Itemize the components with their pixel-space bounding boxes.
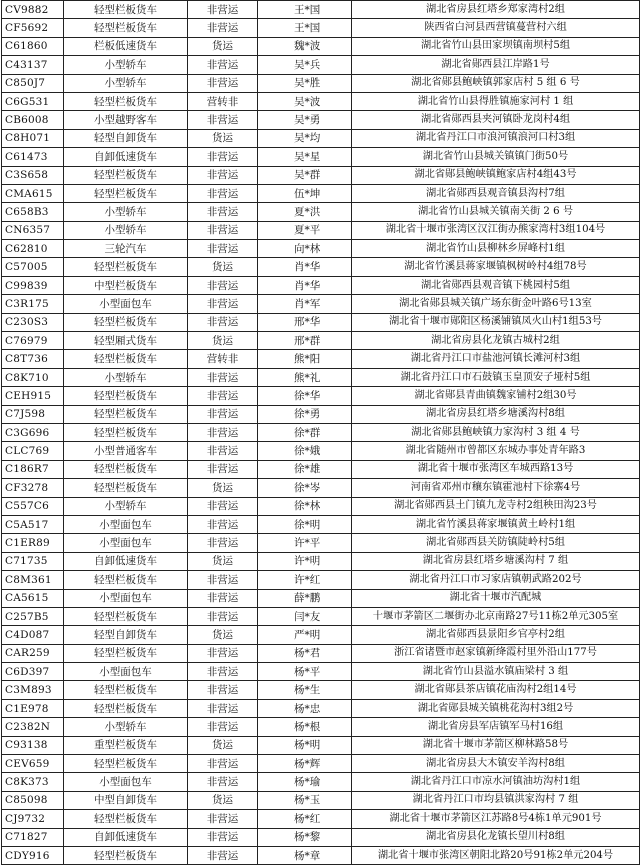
usage-type-cell: 非营运 [188, 571, 258, 589]
vehicle-type-cell: 轻型栏板货车 [64, 460, 188, 478]
vehicle-type-cell: 小型面包车 [64, 295, 188, 313]
owner-name-cell: 吴*勇 [258, 111, 352, 129]
owner-address-cell: 湖北省十堰市郧阳区杨溪铺镇凤火山村1组53号 [352, 313, 640, 331]
vehicle-type-cell: 小型轿车 [64, 221, 188, 239]
plate-number-cell: C71827 [2, 828, 64, 846]
vehicle-type-cell: 小型轿车 [64, 368, 188, 386]
owner-address-cell: 湖北省竹溪县蒋家堰镇黄土岭村1组 [352, 515, 640, 533]
table-row [2, 552, 640, 570]
table-row [2, 19, 640, 37]
table-row [2, 791, 640, 809]
plate-number-cell: C85098 [2, 791, 64, 809]
vehicle-type-cell: 小型轿车 [64, 56, 188, 74]
vehicle-type-cell: 小型轿车 [64, 74, 188, 92]
owner-address-cell: 湖北省郧县青曲镇魏家铺村2组30号 [352, 387, 640, 405]
owner-address-cell: 湖北省竹山县城关镇南关街 2 6 号 [352, 203, 640, 221]
usage-type-cell: 非营运 [188, 221, 258, 239]
owner-name-cell: 许*明 [258, 552, 352, 570]
owner-name-cell: 熊*阳 [258, 350, 352, 368]
plate-number-cell: C230S3 [2, 313, 64, 331]
owner-name-cell: 杨*红 [258, 810, 352, 828]
vehicle-type-cell: 小型越野客车 [64, 111, 188, 129]
owner-name-cell: 邢*群 [258, 332, 352, 350]
vehicle-type-cell: 自卸低速货车 [64, 148, 188, 166]
usage-type-cell: 非营运 [188, 534, 258, 552]
table-row [2, 111, 640, 129]
usage-type-cell: 非营运 [188, 276, 258, 294]
owner-name-cell: 杨*黎 [258, 828, 352, 846]
usage-type-cell: 非营运 [188, 681, 258, 699]
plate-number-cell: CEH915 [2, 387, 64, 405]
table-row [2, 644, 640, 662]
owner-name-cell: 向*林 [258, 240, 352, 258]
owner-name-cell: 杨*辉 [258, 755, 352, 773]
owner-address-cell: 湖北省十堰市茅箭区江苏路8号4栋1单元901号 [352, 810, 640, 828]
vehicle-type-cell: 轻型厢式货车 [64, 332, 188, 350]
table-row [2, 295, 640, 313]
owner-address-cell: 湖北省郧县鲍峡镇力家沟村 3 组 4 号 [352, 423, 640, 441]
owner-name-cell: 许*平 [258, 534, 352, 552]
plate-number-cell: CAR259 [2, 644, 64, 662]
vehicle-type-cell: 小型轿车 [64, 203, 188, 221]
plate-number-cell: C3M893 [2, 681, 64, 699]
usage-type-cell: 货运 [188, 258, 258, 276]
table-row [2, 313, 640, 331]
owner-name-cell: 王*国 [258, 1, 352, 19]
vehicle-type-cell: 轻型栏板货车 [64, 571, 188, 589]
owner-name-cell: 闫*友 [258, 607, 352, 625]
usage-type-cell: 非营运 [188, 240, 258, 258]
owner-name-cell: 徐*雄 [258, 460, 352, 478]
vehicle-type-cell: 三轮汽车 [64, 240, 188, 258]
owner-address-cell: 湖北省郧西县土门镇九龙寺村2组秧田沟23号 [352, 497, 640, 515]
owner-address-cell: 湖北省十堰市张湾区朝阳北路20号91栋2单元204号 [352, 846, 640, 864]
owner-address-cell: 湖北省十堰市茅箭区柳林路58号 [352, 736, 640, 754]
table-row [2, 736, 640, 754]
table-row [2, 479, 640, 497]
usage-type-cell: 非营运 [188, 203, 258, 221]
table-row [2, 460, 640, 478]
owner-address-cell: 湖北省十堰市张湾区汉江街办熊家湾村3组104号 [352, 221, 640, 239]
owner-name-cell: 严*明 [258, 626, 352, 644]
usage-type-cell: 非营运 [188, 699, 258, 717]
table-row [2, 332, 640, 350]
owner-name-cell: 王*国 [258, 19, 352, 37]
plate-number-cell: C61860 [2, 37, 64, 55]
vehicle-type-cell: 轻型栏板货车 [64, 810, 188, 828]
plate-number-cell: C8T736 [2, 350, 64, 368]
owner-address-cell: 湖北省竹溪县蒋家堰镇枫树岭村4组78号 [352, 258, 640, 276]
owner-name-cell: 肖*华 [258, 258, 352, 276]
vehicle-type-cell: 轻型栏板货车 [64, 258, 188, 276]
plate-number-cell: C5A517 [2, 515, 64, 533]
plate-number-cell: C93138 [2, 736, 64, 754]
owner-name-cell: 吴*兵 [258, 56, 352, 74]
owner-name-cell: 杨*忠 [258, 699, 352, 717]
table-row [2, 699, 640, 717]
vehicle-type-cell: 小型面包车 [64, 589, 188, 607]
vehicle-type-cell: 轻型栏板货车 [64, 350, 188, 368]
plate-number-cell: CLC769 [2, 442, 64, 460]
plate-number-cell: C1E978 [2, 699, 64, 717]
plate-number-cell: C7J598 [2, 405, 64, 423]
table-row [2, 607, 640, 625]
vehicle-type-cell: 自卸低速货车 [64, 828, 188, 846]
owner-address-cell: 湖北省丹江口市习家店镇朝武路202号 [352, 571, 640, 589]
plate-number-cell: C3S658 [2, 166, 64, 184]
owner-address-cell: 湖北省郧西县夹河镇卧龙岗村4组 [352, 111, 640, 129]
table-row [2, 515, 640, 533]
owner-address-cell: 湖北省郧西县关防镇陡岭村5组 [352, 534, 640, 552]
vehicle-type-cell: 小型面包车 [64, 534, 188, 552]
table-row [2, 56, 640, 74]
plate-number-cell: C57005 [2, 258, 64, 276]
plate-number-cell: C1ER89 [2, 534, 64, 552]
vehicle-type-cell: 自卸低速货车 [64, 552, 188, 570]
usage-type-cell: 货运 [188, 736, 258, 754]
table-row [2, 368, 640, 386]
vehicle-type-cell: 小型轿车 [64, 718, 188, 736]
vehicle-type-cell: 轻型自卸货车 [64, 626, 188, 644]
vehicle-type-cell: 轻型栏板货车 [64, 19, 188, 37]
usage-type-cell: 营转非 [188, 92, 258, 110]
vehicle-type-cell: 轻型自卸货车 [64, 129, 188, 147]
table-row [2, 129, 640, 147]
usage-type-cell: 非营运 [188, 111, 258, 129]
owner-name-cell: 肖*华 [258, 276, 352, 294]
usage-type-cell: 非营运 [188, 387, 258, 405]
vehicle-type-cell: 轻型栏板货车 [64, 184, 188, 202]
table-row [2, 589, 640, 607]
table-row [2, 258, 640, 276]
table-row [2, 423, 640, 441]
vehicle-type-cell: 轻型栏板货车 [64, 166, 188, 184]
table-row [2, 221, 640, 239]
owner-name-cell: 徐*华 [258, 387, 352, 405]
usage-type-cell: 非营运 [188, 755, 258, 773]
owner-address-cell: 湖北省竹山县田家坝镇南坝村5组 [352, 37, 640, 55]
usage-type-cell: 非营运 [188, 846, 258, 864]
owner-name-cell: 杨*章 [258, 846, 352, 864]
owner-address-cell: 湖北省房县红塔乡塘溪沟村8组 [352, 405, 640, 423]
vehicle-type-cell: 小型轿车 [64, 497, 188, 515]
plate-number-cell: CF5692 [2, 19, 64, 37]
table-row [2, 534, 640, 552]
table-row [2, 240, 640, 258]
owner-address-cell: 湖北省郧西县江岸路1号 [352, 56, 640, 74]
vehicle-type-cell: 栏板低速货车 [64, 37, 188, 55]
usage-type-cell: 货运 [188, 37, 258, 55]
owner-name-cell: 杨*平 [258, 663, 352, 681]
plate-number-cell: CV9882 [2, 1, 64, 19]
owner-address-cell: 湖北省丹江口市石鼓镇玉皇顶安子垭村5组 [352, 368, 640, 386]
owner-name-cell: 伍*坤 [258, 184, 352, 202]
usage-type-cell: 非营运 [188, 663, 258, 681]
vehicle-type-cell: 小型普通客车 [64, 442, 188, 460]
plate-number-cell: CA5615 [2, 589, 64, 607]
plate-number-cell: C8K373 [2, 773, 64, 791]
usage-type-cell: 非营运 [188, 644, 258, 662]
plate-number-cell: C43137 [2, 56, 64, 74]
usage-type-cell: 非营运 [188, 442, 258, 460]
plate-number-cell: C6D397 [2, 663, 64, 681]
owner-address-cell: 湖北省郧西县观音镇县沟村7组 [352, 184, 640, 202]
plate-number-cell: C2382N [2, 718, 64, 736]
usage-type-cell: 非营运 [188, 56, 258, 74]
plate-number-cell: CMA615 [2, 184, 64, 202]
vehicle-type-cell: 轻型栏板货车 [64, 607, 188, 625]
table-row [2, 276, 640, 294]
table-row [2, 405, 640, 423]
table-row [2, 497, 640, 515]
table-row [2, 626, 640, 644]
plate-number-cell: C850J7 [2, 74, 64, 92]
plate-number-cell: C3R175 [2, 295, 64, 313]
vehicle-type-cell: 轻型栏板货车 [64, 423, 188, 441]
plate-number-cell: C99839 [2, 276, 64, 294]
usage-type-cell: 非营运 [188, 184, 258, 202]
table-row [2, 92, 640, 110]
vehicle-type-cell: 轻型栏板货车 [64, 681, 188, 699]
plate-number-cell: C61473 [2, 148, 64, 166]
plate-number-cell: C257B5 [2, 607, 64, 625]
owner-address-cell: 湖北省郧县城关镇桃花沟村3组2号 [352, 699, 640, 717]
usage-type-cell: 货运 [188, 129, 258, 147]
owner-name-cell: 杨*生 [258, 681, 352, 699]
usage-type-cell: 非营运 [188, 1, 258, 19]
owner-name-cell: 徐*勇 [258, 405, 352, 423]
plate-number-cell: CF3278 [2, 479, 64, 497]
owner-address-cell: 湖北省郧县城关镇广场东街金叶路6号13室 [352, 295, 640, 313]
vehicle-type-cell: 轻型栏板货车 [64, 479, 188, 497]
owner-address-cell: 湖北省丹江口市凉水河镇油坊沟村1组 [352, 773, 640, 791]
plate-number-cell: CJ9732 [2, 810, 64, 828]
owner-address-cell: 湖北省郧县鲍峡镇郭家店村 5 组 6 号 [352, 74, 640, 92]
owner-address-cell: 湖北省竹山县得胜镇施家河村 1 组 [352, 92, 640, 110]
usage-type-cell: 非营运 [188, 607, 258, 625]
owner-address-cell: 湖北省郧县茶店镇花庙沟村2组14号 [352, 681, 640, 699]
vehicle-type-cell: 中型自卸货车 [64, 791, 188, 809]
usage-type-cell: 货运 [188, 791, 258, 809]
usage-type-cell: 非营运 [188, 515, 258, 533]
owner-name-cell: 徐*林 [258, 497, 352, 515]
owner-address-cell: 湖北省房县大木镇安羊沟村8组 [352, 755, 640, 773]
owner-address-cell: 湖北省丹江口市盐池河镇长滩河村3组 [352, 350, 640, 368]
owner-address-cell: 陕西省白河县西营镇蔓营村六组 [352, 19, 640, 37]
owner-name-cell: 吴*胜 [258, 74, 352, 92]
plate-number-cell: C3G696 [2, 423, 64, 441]
owner-name-cell: 杨*明 [258, 736, 352, 754]
vehicle-type-cell: 中型栏板货车 [64, 276, 188, 294]
owner-address-cell: 湖北省随州市曾都区东城办事处青年路3 [352, 442, 640, 460]
table-row [2, 350, 640, 368]
plate-number-cell: C186R7 [2, 460, 64, 478]
table-row [2, 846, 640, 864]
owner-name-cell: 杨*君 [258, 644, 352, 662]
vehicle-type-cell: 轻型栏板货车 [64, 92, 188, 110]
owner-address-cell: 湖北省竹山县柳林乡屏峰村1组 [352, 240, 640, 258]
usage-type-cell: 货运 [188, 626, 258, 644]
owner-name-cell: 徐*娥 [258, 442, 352, 460]
owner-address-cell: 十堰市茅箭区二堰街办北京南路27号11栋2单元305室 [352, 607, 640, 625]
table-row [2, 718, 640, 736]
owner-address-cell: 湖北省郧县鲍峡镇鲍家店村4组43号 [352, 166, 640, 184]
usage-type-cell: 非营运 [188, 718, 258, 736]
vehicle-type-cell: 小型面包车 [64, 773, 188, 791]
usage-type-cell: 非营运 [188, 368, 258, 386]
plate-number-cell: C8H071 [2, 129, 64, 147]
owner-address-cell: 河南省邓州市穰东镇霍池村下徐寨4号 [352, 479, 640, 497]
table-row [2, 37, 640, 55]
usage-type-cell: 非营运 [188, 773, 258, 791]
owner-address-cell: 湖北省房县化龙镇古城村2组 [352, 332, 640, 350]
owner-name-cell: 薛*鹏 [258, 589, 352, 607]
usage-type-cell: 非营运 [188, 497, 258, 515]
plate-number-cell: C8M361 [2, 571, 64, 589]
owner-name-cell: 魏*波 [258, 37, 352, 55]
owner-address-cell: 湖北省房县红塔乡塘溪沟村 7 组 [352, 552, 640, 570]
table-body [2, 1, 640, 865]
plate-number-cell: CB6008 [2, 111, 64, 129]
owner-address-cell: 湖北省竹山县城关镇镇门街50号 [352, 148, 640, 166]
plate-number-cell: C4D087 [2, 626, 64, 644]
table-row [2, 773, 640, 791]
table-row [2, 828, 640, 846]
vehicle-type-cell: 轻型栏板货车 [64, 755, 188, 773]
table-row [2, 810, 640, 828]
usage-type-cell: 非营运 [188, 423, 258, 441]
table-row [2, 663, 640, 681]
owner-name-cell: 夏*平 [258, 221, 352, 239]
plate-number-cell: C658B3 [2, 203, 64, 221]
owner-name-cell: 邢*华 [258, 313, 352, 331]
usage-type-cell: 货运 [188, 332, 258, 350]
usage-type-cell: 非营运 [188, 148, 258, 166]
vehicle-type-cell: 轻型栏板货车 [64, 387, 188, 405]
vehicle-type-cell: 轻型栏板货车 [64, 644, 188, 662]
owner-address-cell: 湖北省十堰市张湾区车城西路13号 [352, 460, 640, 478]
vehicle-type-cell: 轻型栏板货车 [64, 405, 188, 423]
owner-address-cell: 湖北省郧西县观音镇下桃园村5组 [352, 276, 640, 294]
table-row [2, 1, 640, 19]
table-row [2, 681, 640, 699]
usage-type-cell: 营转非 [188, 350, 258, 368]
owner-name-cell: 吴*群 [258, 166, 352, 184]
usage-type-cell: 非营运 [188, 589, 258, 607]
table-row [2, 184, 640, 202]
plate-number-cell: CDY916 [2, 846, 64, 864]
owner-name-cell: 肖*军 [258, 295, 352, 313]
table-row [2, 755, 640, 773]
plate-number-cell: C76979 [2, 332, 64, 350]
usage-type-cell: 非营运 [188, 405, 258, 423]
owner-address-cell: 湖北省丹江口市均县镇洪家沟村 7 组 [352, 791, 640, 809]
vehicle-type-cell: 轻型栏板货车 [64, 846, 188, 864]
table-row [2, 387, 640, 405]
table-row [2, 166, 640, 184]
usage-type-cell: 非营运 [188, 74, 258, 92]
table-row [2, 571, 640, 589]
owner-address-cell: 浙江省诸暨市赵家镇新绛霞村里外沿山177号 [352, 644, 640, 662]
owner-name-cell: 许*红 [258, 571, 352, 589]
owner-name-cell: 徐*明 [258, 515, 352, 533]
owner-name-cell: 徐*岑 [258, 479, 352, 497]
table-row [2, 74, 640, 92]
vehicle-type-cell: 小型面包车 [64, 515, 188, 533]
vehicle-owner-table [1, 0, 640, 865]
table-row [2, 148, 640, 166]
owner-address-cell: 湖北省郧西县景阳乡官亭村2组 [352, 626, 640, 644]
usage-type-cell: 非营运 [188, 19, 258, 37]
owner-name-cell: 熊*礼 [258, 368, 352, 386]
usage-type-cell: 货运 [188, 552, 258, 570]
owner-name-cell: 夏*洪 [258, 203, 352, 221]
table-row [2, 442, 640, 460]
plate-number-cell: C62810 [2, 240, 64, 258]
owner-name-cell: 吴*波 [258, 92, 352, 110]
usage-type-cell: 非营运 [188, 460, 258, 478]
owner-name-cell: 吴*星 [258, 148, 352, 166]
plate-number-cell: C8K710 [2, 368, 64, 386]
usage-type-cell: 货运 [188, 479, 258, 497]
usage-type-cell: 非营运 [188, 166, 258, 184]
vehicle-type-cell: 轻型栏板货车 [64, 313, 188, 331]
usage-type-cell: 非营运 [188, 295, 258, 313]
usage-type-cell: 非营运 [188, 313, 258, 331]
plate-number-cell: CN6357 [2, 221, 64, 239]
vehicle-type-cell: 轻型栏板货车 [64, 1, 188, 19]
vehicle-type-cell: 重型栏板货车 [64, 736, 188, 754]
table-row [2, 203, 640, 221]
usage-type-cell: 非营运 [188, 810, 258, 828]
owner-address-cell: 湖北省十堰市汽配城 [352, 589, 640, 607]
vehicle-type-cell: 轻型栏板货车 [64, 699, 188, 717]
owner-address-cell: 湖北省房县军店镇军马村16组 [352, 718, 640, 736]
vehicle-type-cell: 小型面包车 [64, 663, 188, 681]
owner-name-cell: 徐*群 [258, 423, 352, 441]
owner-name-cell: 吴*均 [258, 129, 352, 147]
plate-number-cell: CEV659 [2, 755, 64, 773]
plate-number-cell: C71735 [2, 552, 64, 570]
owner-address-cell: 湖北省房县红塔乡郑家湾村2组 [352, 1, 640, 19]
plate-number-cell: C557C6 [2, 497, 64, 515]
owner-name-cell: 杨*玉 [258, 791, 352, 809]
owner-address-cell: 湖北省竹山县溢水镇庙梁村 3 组 [352, 663, 640, 681]
owner-name-cell: 杨*根 [258, 718, 352, 736]
owner-address-cell: 湖北省房县化龙镇长望川村8组 [352, 828, 640, 846]
plate-number-cell: C6G531 [2, 92, 64, 110]
owner-address-cell: 湖北省丹江口市浪河镇浪河口村3组 [352, 129, 640, 147]
owner-name-cell: 杨*瑜 [258, 773, 352, 791]
usage-type-cell: 非营运 [188, 828, 258, 846]
